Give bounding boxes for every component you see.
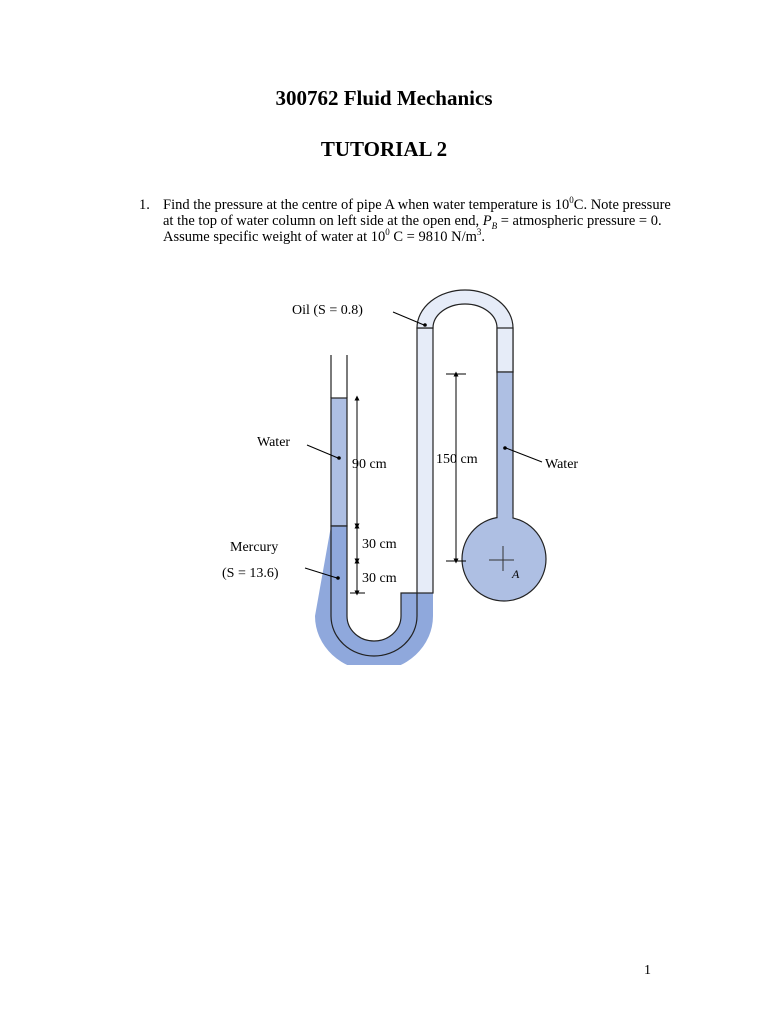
dim-30cm-upper-label: 30 cm	[362, 537, 397, 552]
page-number: 1	[644, 963, 651, 978]
pb-subscript: B	[491, 220, 498, 231]
oil-label: Oil (S = 0.8)	[292, 303, 363, 318]
degree-superscript-1: 0	[569, 195, 574, 206]
water-right-leader-dot	[503, 446, 507, 450]
problem-text-seg2: C. Note pressure at the top of water column on left side at the open end,	[163, 197, 671, 229]
degree-superscript-2: 0	[385, 227, 390, 238]
water-left-label: Water	[257, 435, 291, 450]
oil-column-right-limb	[497, 328, 513, 372]
water-right-label: Water	[545, 457, 579, 472]
cubic-superscript: 3	[476, 227, 482, 238]
dim-90cm-label: 90 cm	[352, 457, 387, 472]
problem-text-seg1: Find the pressure at the centre of pipe A when water temperature is 10	[163, 197, 570, 213]
mercury-leader-dot	[336, 576, 340, 580]
mercury-sg-label: (S = 13.6)	[222, 566, 279, 581]
problem-text	[163, 197, 679, 245]
left-water-column	[331, 398, 347, 526]
mercury-label: Mercury	[230, 540, 279, 555]
oil-column-left-limb	[417, 328, 433, 593]
pipe-a-label: A	[512, 567, 520, 581]
pipe-a	[462, 517, 546, 601]
course-title: 300762 Fluid Mechanics	[275, 86, 493, 110]
problem-number: 1.	[139, 197, 150, 213]
dim-150cm-label: 150 cm	[436, 452, 478, 467]
water-left-leader-dot	[337, 456, 341, 460]
oil-leader-dot	[423, 323, 427, 327]
problem-text-seg3: = atmospheric pressure = 0. Assume specific weight of water at 10	[163, 213, 662, 245]
pipe-a-neck	[498, 514, 513, 524]
problem-text-seg4: C = 9810 N/m	[389, 229, 477, 245]
tutorial-title: TUTORIAL 2	[320, 137, 448, 161]
dim-30cm-lower-label: 30 cm	[362, 571, 397, 586]
problem-text-seg5: .	[481, 229, 486, 245]
manometer-figure	[200, 280, 600, 665]
pb-symbol: P	[482, 213, 492, 229]
